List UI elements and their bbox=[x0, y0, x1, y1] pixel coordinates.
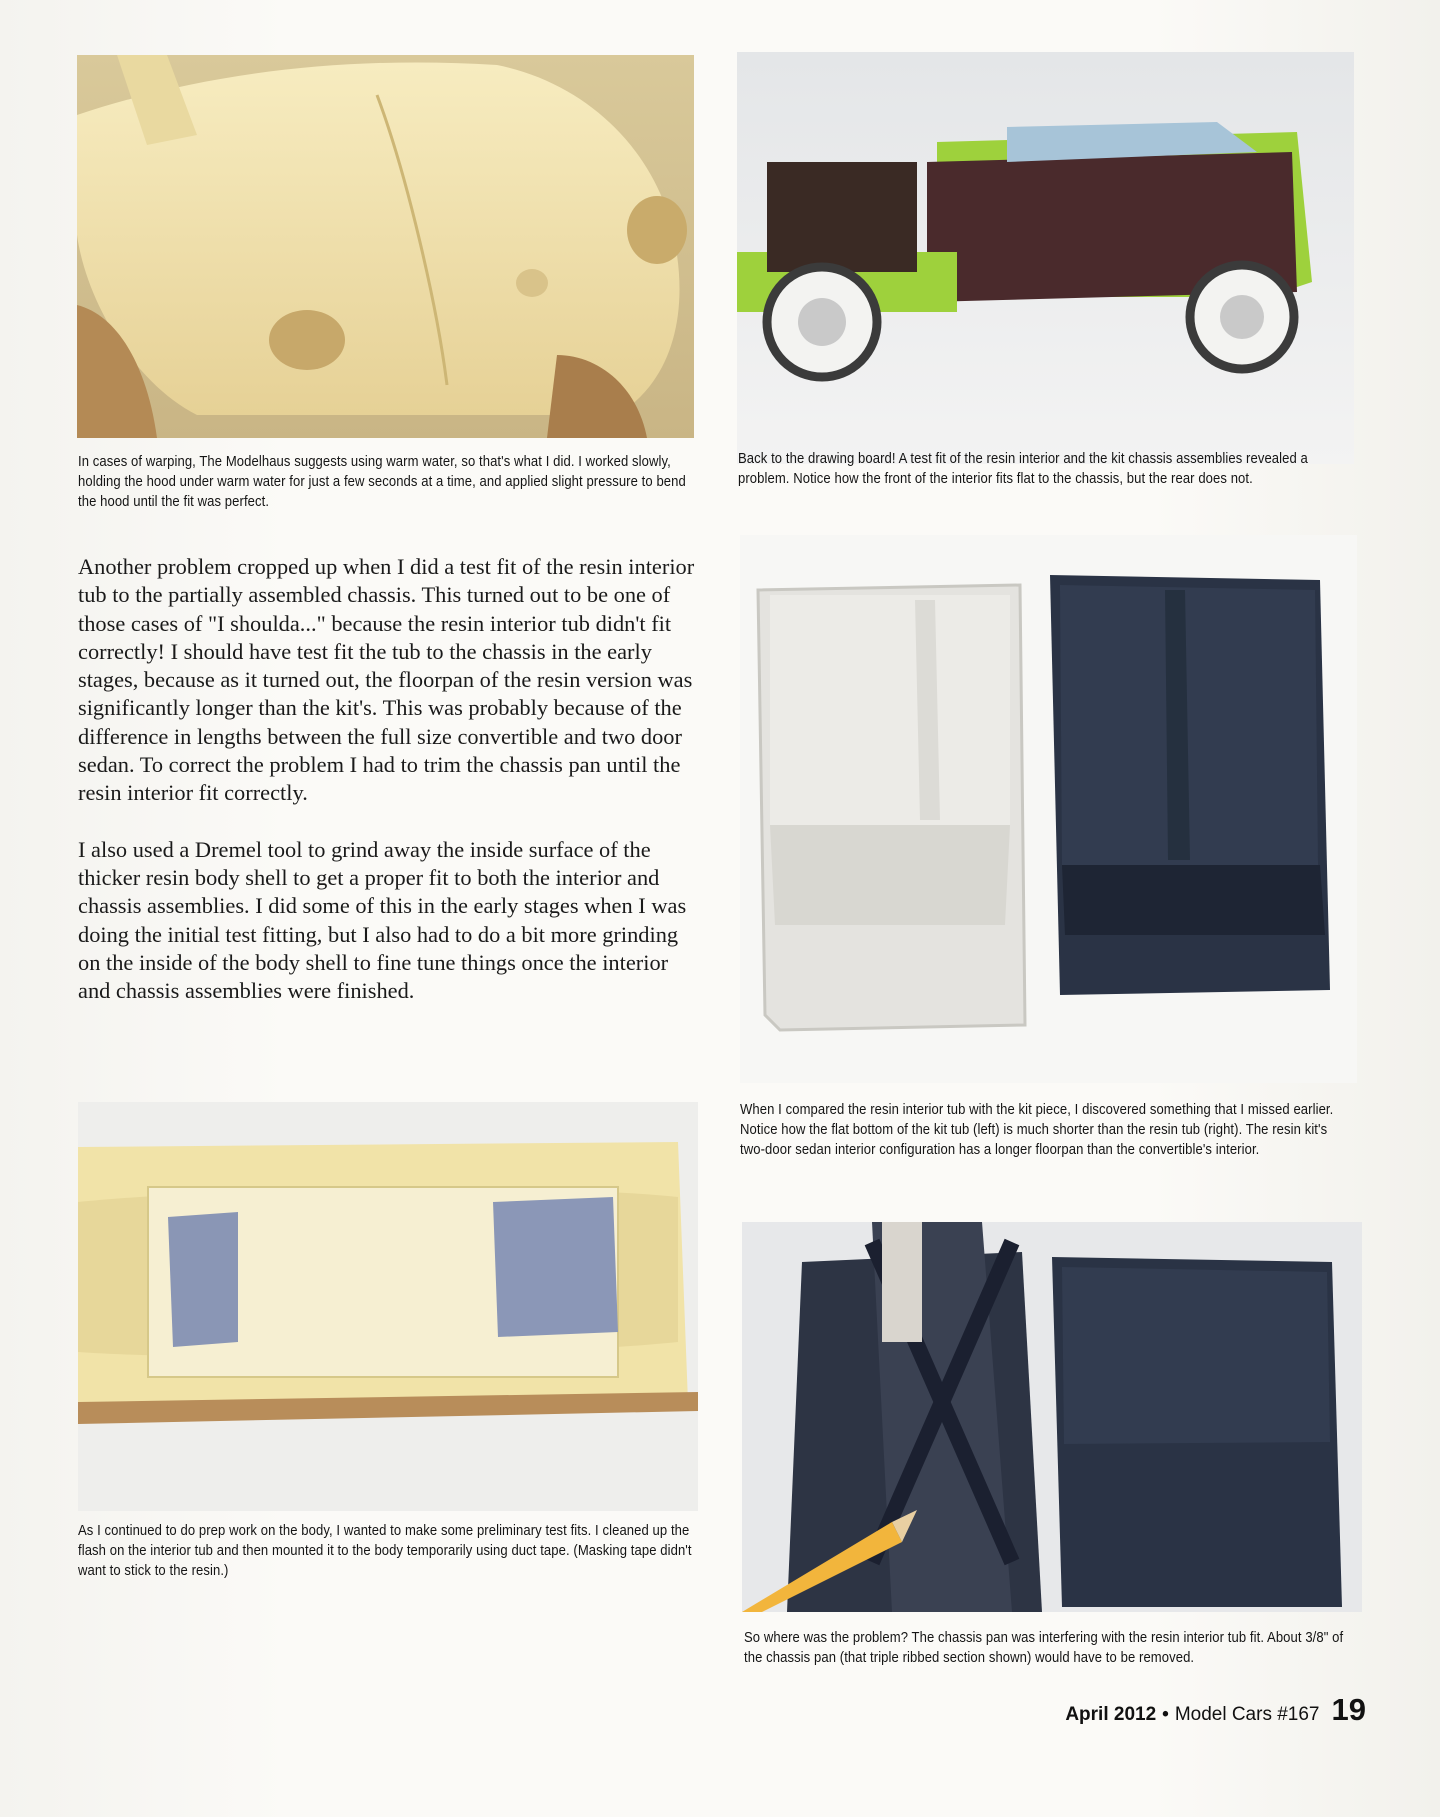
page-number: 19 bbox=[1331, 1692, 1366, 1727]
photo-resin-body-front bbox=[77, 55, 694, 438]
photo-prep-test-fit bbox=[78, 1102, 698, 1511]
article-paragraph-1: Another problem cropped up when I did a test fit of the resin interior tub to the partially assembled chassis. This turned out to be one of those cases of "I shoulda..." because the resin interior tub didn't fit correctly! I should have test fit the tub to the chassis in the early stages, because as it turned out, the floorpan of the resin version was significantly longer than the kit's. This was probably because of the difference in lengths between the full size convertible and two door sedan. To correct the problem I had to trim the chassis pan until the resin interior fit correctly. bbox=[78, 554, 695, 806]
caption-warping: In cases of warping, The Modelhaus suggests using warm water, so that's what I did. I worked slowly, holding the hood under warm water for just a few seconds at a time, and applied slight pressure to bend the hood until the fit was perfect. bbox=[78, 453, 686, 510]
caption-compared-tubs: When I compared the resin interior tub with the kit piece, I discovered something that I missed earlier. Notice how the flat bottom of the kit tub (left) is much shorter than the resin tub (right). The resin kit's two-door sedan interior configuration has a longer floorpan than the convertible's interior. bbox=[740, 1101, 1334, 1158]
article-body bbox=[78, 553, 700, 1005]
photo-interior-tubs-compared bbox=[740, 535, 1357, 1083]
footer-magazine-title: Model Cars #167 bbox=[1174, 1704, 1320, 1725]
caption-prep-work: As I continued to do prep work on the body, I wanted to make some preliminary test fits. I cleaned up the flash on the interior tub and then mounted it to the body temporarily using duct tape. (Masking tape didn't want to stick to the resin.) bbox=[78, 1522, 692, 1579]
footer-separator: • bbox=[1162, 1704, 1169, 1725]
footer-issue-date: April 2012 bbox=[1065, 1704, 1157, 1725]
photo-test-fit-convertible bbox=[737, 52, 1354, 464]
caption-where-problem: So where was the problem? The chassis pan was interfering with the resin interior tub fit. About 3/8" of the chassis pan (that triple ribbed section shown) would have to be removed. bbox=[744, 1629, 1344, 1666]
article-paragraph-2: I also used a Dremel tool to grind away the inside surface of the thicker resin body shell to get a proper fit to both the interior and chassis assemblies. I did some of this in the early stages when I was doing the initial test fitting, but I also had to do a bit more grinding on the inside of the body shell to fine tune things once the interior and chassis assemblies were finished. bbox=[78, 836, 687, 1004]
photo-chassis-pan-problem bbox=[742, 1222, 1362, 1612]
caption-drawing-board: Back to the drawing board! A test fit of the resin interior and the kit chassis assemblies revealed a problem. Notice how the front of the interior fits flat to the chassis, but the rear does not. bbox=[738, 450, 1308, 487]
page-footer bbox=[1065, 1692, 1366, 1728]
